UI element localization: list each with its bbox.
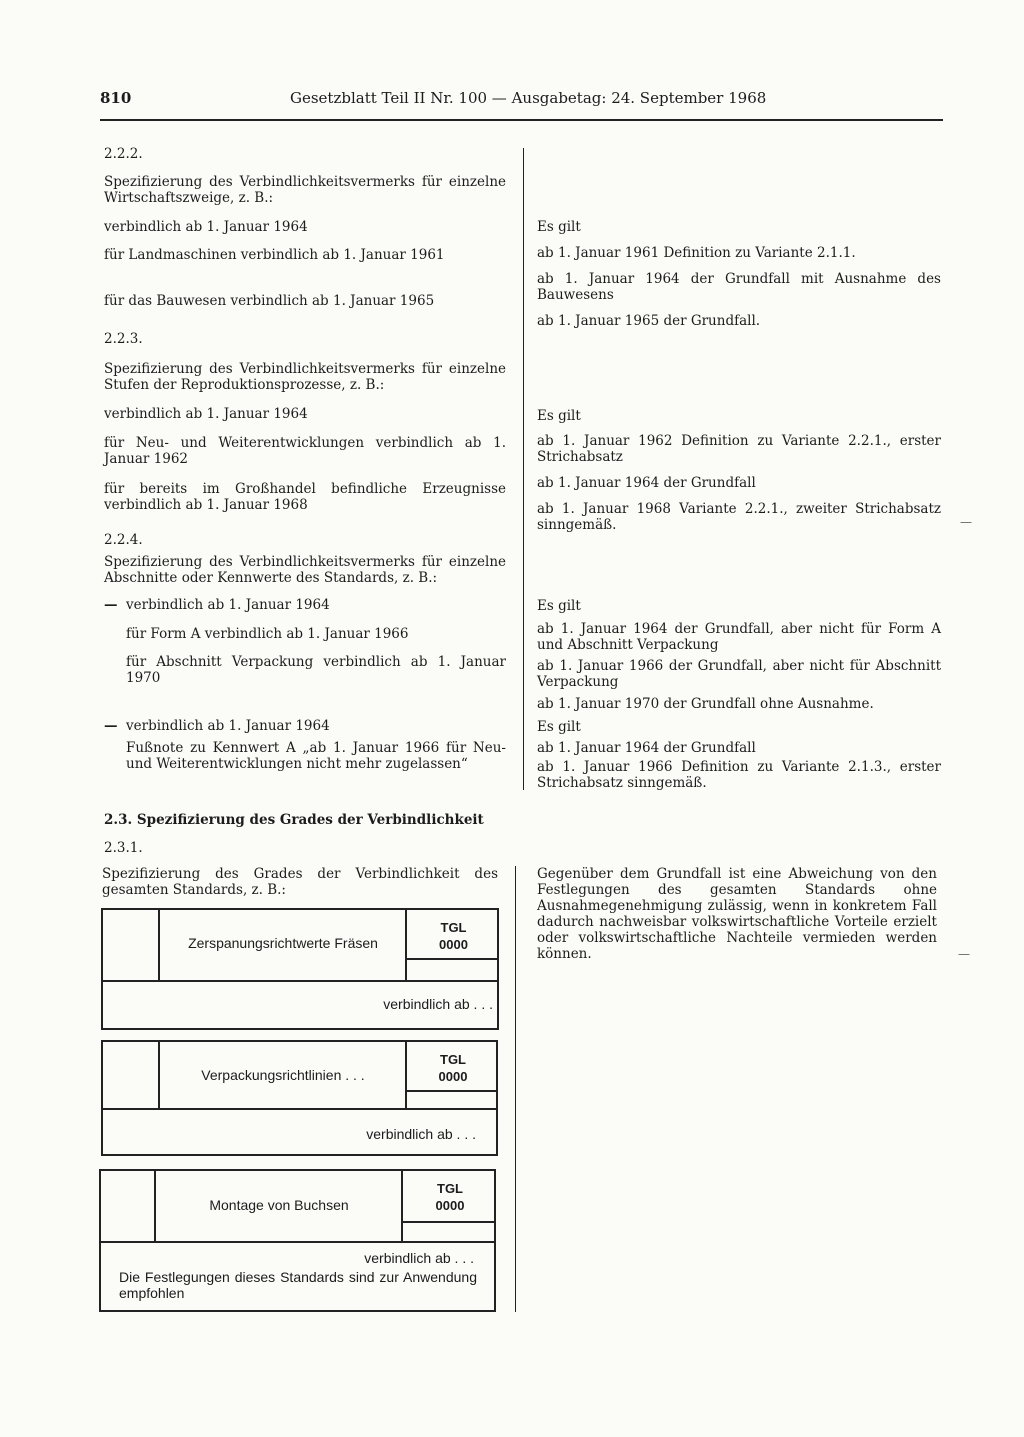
r1-line-3: ab 1. Januar 1965 der Grundfall. [537, 313, 761, 329]
section-2-2-3-line-3: für bereits im Großhandel befindliche Erzeugnisse verbindlich ab 1. Januar 1968 [104, 481, 506, 513]
tgl-number: 0000 [435, 1198, 465, 1213]
scan-mark: — [960, 515, 972, 529]
dash-marker: — [104, 718, 118, 734]
section-2-2-3-number: 2.2.3. [104, 331, 143, 347]
dash-marker: — [104, 597, 118, 613]
tgl-number: 0000 [438, 1069, 468, 1084]
r2-es-gilt: Es gilt [537, 408, 581, 424]
section-2-3-1-number: 2.3.1. [104, 840, 143, 856]
standard-title: Montage von Buchsen [209, 1197, 349, 1213]
section-2-2-2-intro: Spezifizierung des Verbindlichkeitsvermerks für einzelne Wirtschaftszweige, z. B.: [104, 174, 506, 206]
verbindlich-note: verbindlich ab . . . [383, 996, 493, 1012]
recommendation-note: Die Festlegungen dieses Standards sind zur Anwendung empfohlen [119, 1269, 477, 1301]
header-rule [100, 119, 943, 121]
column-divider-lower [515, 866, 516, 1312]
tgl-label: TGL [440, 1052, 466, 1067]
standard-box-2 [101, 1040, 498, 1156]
section-2-2-2-line-3: für das Bauwesen verbindlich ab 1. Januar 1965 [104, 293, 435, 309]
section-2-2-4-number: 2.2.4. [104, 532, 143, 548]
verbindlich-note: verbindlich ab . . . [364, 1250, 474, 1266]
section-2-2-4-b2: Fußnote zu Kennwert A „ab 1. Januar 1966 für Neu- und Weiterentwicklungen nicht mehr zugelassen“ [126, 740, 506, 772]
page-header-title: Gesetzblatt Teil II Nr. 100 — Ausgabetag: 24. September 1968 [290, 89, 767, 107]
section-2-2-4-a3: für Abschnitt Verpackung verbindlich ab 1. Januar 1970 [126, 654, 506, 686]
section-2-2-2-number: 2.2.2. [104, 146, 143, 162]
r3-line-1: ab 1. Januar 1964 der Grundfall, aber nicht für Form A und Abschnitt Verpackung [537, 621, 941, 653]
r5-paragraph: Gegenüber dem Grundfall ist eine Abweichung von den Festlegungen des gesamten Standards ohne Ausnahmegenehmigung zulässig, wenn in konkretem Fall dadurch nachweisbar volkswirtschaftliche Vorteile erzielt oder volkswirtschaftliche Nachteile vermieden werden können. [537, 866, 937, 962]
r2-line-1: ab 1. Januar 1962 Definition zu Variante 2.2.1., erster Strichabsatz [537, 433, 941, 465]
verbindlich-note: verbindlich ab . . . [366, 1126, 476, 1142]
r3-line-3: ab 1. Januar 1970 der Grundfall ohne Ausnahme. [537, 696, 874, 712]
tgl-label: TGL [437, 1181, 463, 1196]
tgl-label: TGL [440, 920, 467, 935]
section-2-2-4-a2: für Form A verbindlich ab 1. Januar 1966 [126, 626, 409, 642]
section-2-3-1-intro: Spezifizierung des Grades der Verbindlichkeit des gesamten Standards, z. B.: [102, 866, 498, 898]
standard-title: Verpackungsrichtlinien . . . [201, 1067, 365, 1083]
r1-line-2: ab 1. Januar 1964 der Grundfall mit Ausnahme des Bauwesens [537, 271, 941, 303]
r4-es-gilt: Es gilt [537, 719, 581, 735]
section-2-2-4-b1: verbindlich ab 1. Januar 1964 [126, 718, 330, 734]
section-2-2-4-a1: verbindlich ab 1. Januar 1964 [126, 597, 330, 613]
section-2-2-2-line-1: verbindlich ab 1. Januar 1964 [104, 219, 308, 235]
scan-mark: — [958, 947, 970, 961]
r3-es-gilt: Es gilt [537, 598, 581, 614]
r2-line-3: ab 1. Januar 1968 Variante 2.2.1., zweiter Strichabsatz sinngemäß. [537, 501, 941, 533]
r2-line-2: ab 1. Januar 1964 der Grundfall [537, 475, 756, 491]
r4-line-2: ab 1. Januar 1966 Definition zu Variante 2.1.3., erster Strichabsatz sinngemäß. [537, 759, 941, 791]
r3-line-2: ab 1. Januar 1966 der Grundfall, aber nicht für Abschnitt Verpackung [537, 658, 941, 690]
standard-box-1 [101, 908, 499, 1030]
section-2-2-3-line-1: verbindlich ab 1. Januar 1964 [104, 406, 308, 422]
column-divider-upper [523, 148, 524, 790]
r1-es-gilt: Es gilt [537, 219, 581, 235]
section-2-2-4-intro: Spezifizierung des Verbindlichkeitsvermerks für einzelne Abschnitte oder Kennwerte des Standards, z. B.: [104, 554, 506, 586]
section-2-3-heading: 2.3. Spezifizierung des Grades der Verbindlichkeit [104, 812, 484, 828]
r4-line-1: ab 1. Januar 1964 der Grundfall [537, 740, 756, 756]
section-2-2-3-line-2: für Neu- und Weiterentwicklungen verbindlich ab 1. Januar 1962 [104, 435, 506, 467]
section-2-2-3-intro: Spezifizierung des Verbindlichkeitsvermerks für einzelne Stufen der Reproduktionsprozesse, z. B.: [104, 361, 506, 393]
tgl-number: 0000 [439, 937, 468, 952]
page-number: 810 [100, 89, 132, 107]
r1-line-1: ab 1. Januar 1961 Definition zu Variante 2.1.1. [537, 245, 856, 261]
section-2-2-2-line-2: für Landmaschinen verbindlich ab 1. Januar 1961 [104, 247, 445, 263]
standard-box-3 [99, 1169, 496, 1312]
standard-title: Zerspanungsrichtwerte Fräsen [188, 935, 378, 951]
